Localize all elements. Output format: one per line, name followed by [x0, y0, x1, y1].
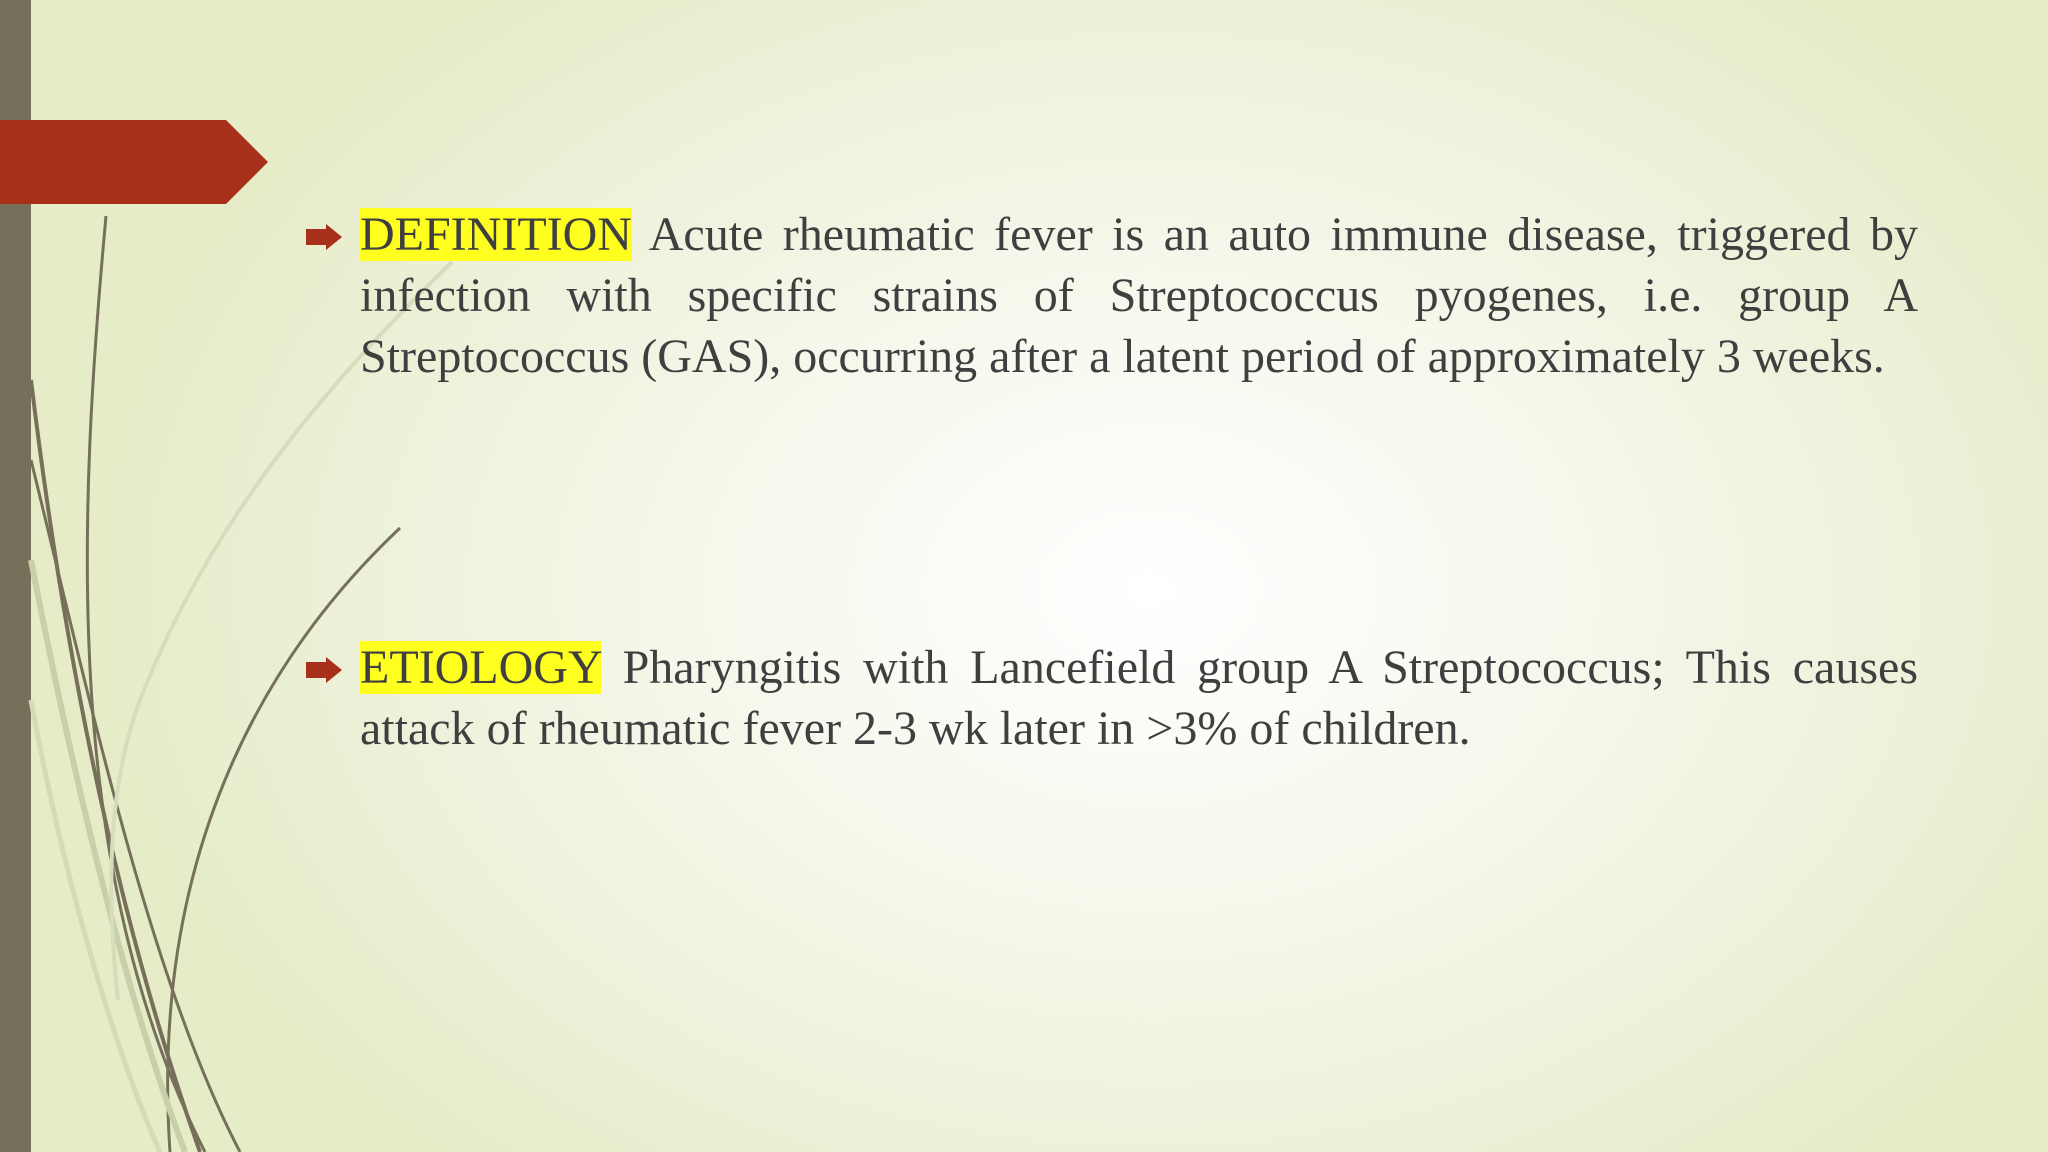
stem-4 [168, 528, 400, 1152]
highlighted-term: ETIOLOGY [360, 641, 601, 694]
bullet-text [360, 204, 1918, 387]
bullet-definition [306, 204, 1918, 387]
bullet-text [360, 637, 1918, 759]
bullet-body: Acute rheumatic fever is an auto immune disease, triggered by infection with specific strains of Streptococcus pyogenes, i.e. group A Streptococcus (GAS), occurring after a latent period of approximately 3 weeks. [360, 208, 1918, 383]
stem-3 [31, 460, 240, 1152]
bullet-body: Pharyngitis with Lancefield group A Streptococcus; This causes attack of rheumatic fever 2-3 wk later in >3% of children. [360, 641, 1918, 755]
arrow-banner [0, 120, 268, 204]
highlighted-term: DEFINITION [360, 208, 632, 261]
arrow-bullet-icon [306, 224, 342, 250]
bullet-etiology [306, 637, 1918, 759]
arrow-bullet-icon [306, 657, 342, 683]
